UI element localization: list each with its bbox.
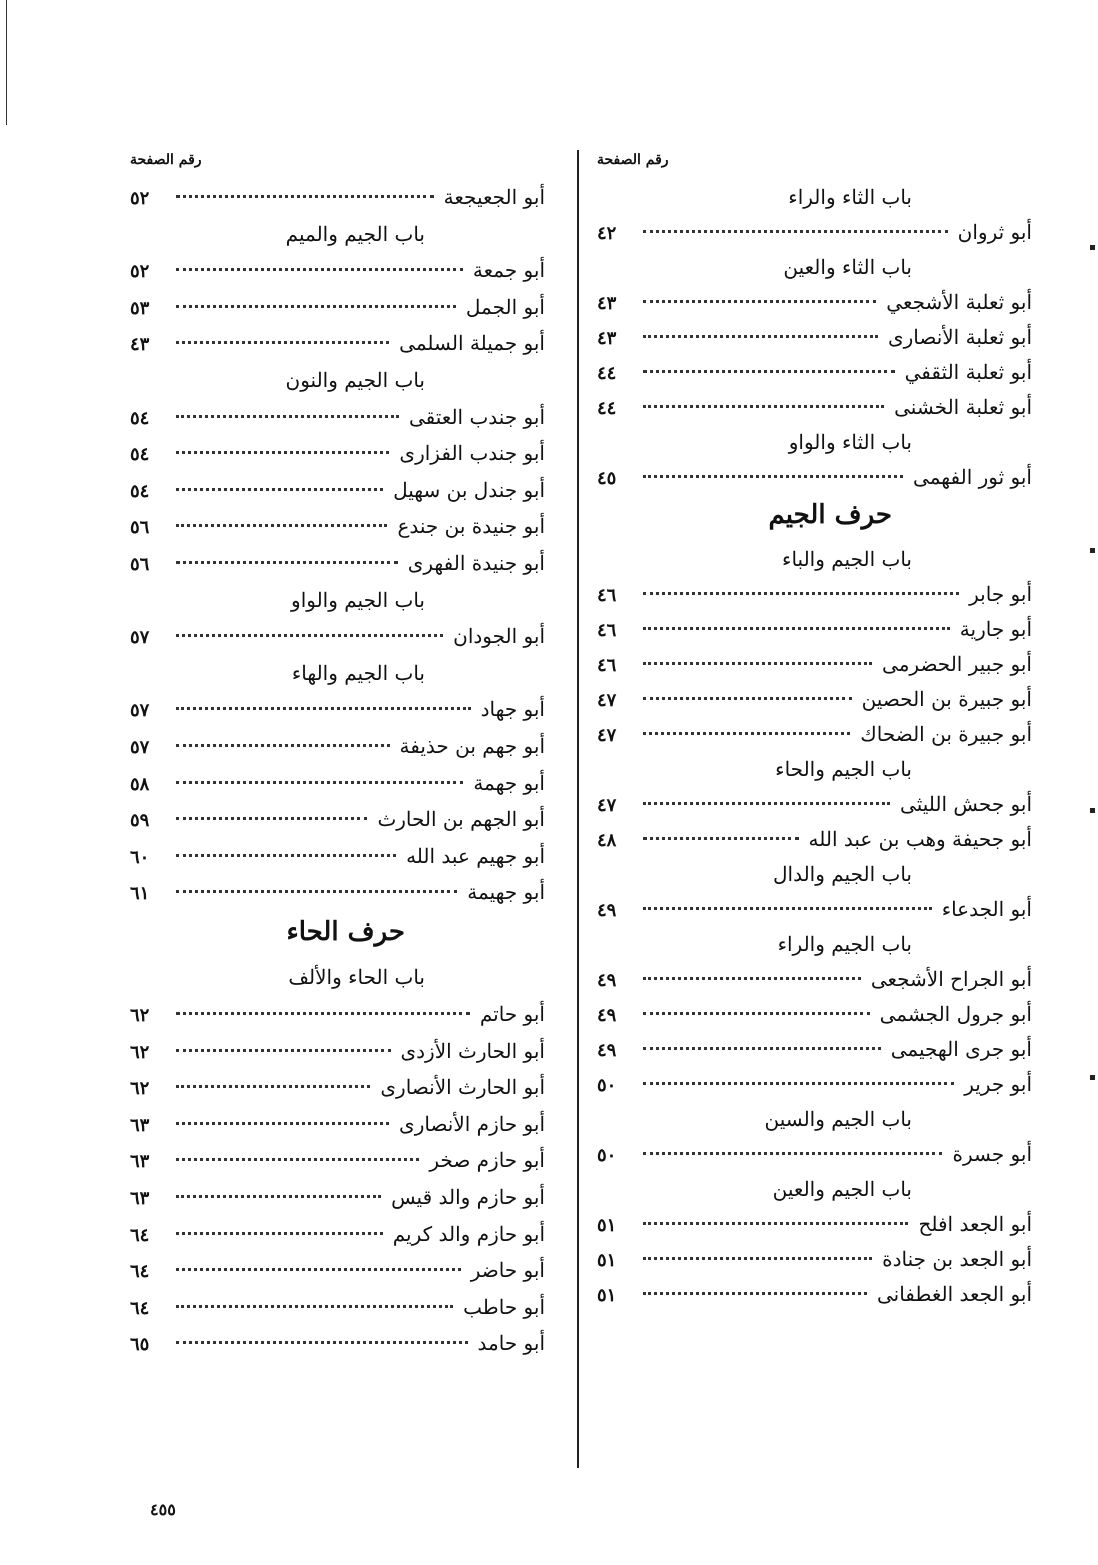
- entry-name: أبو ثور الفهمى: [913, 465, 1032, 489]
- section-heading: باب الجيم والسين: [764, 1107, 912, 1131]
- entry-page-number: ٤٤: [597, 398, 617, 419]
- dot-leader: [643, 1047, 881, 1050]
- entry-page-number: ٤٧: [597, 690, 617, 711]
- entry-name: أبو حامد: [477, 1331, 545, 1356]
- index-entry: [130, 440, 545, 477]
- dot-leader: [176, 1122, 389, 1125]
- index-list-left: [130, 184, 545, 1367]
- index-entry: [130, 404, 545, 441]
- entry-page-number: ٤٦: [597, 585, 617, 606]
- dot-leader: [643, 1152, 942, 1155]
- entry-name: أبو جرى الهجيمى: [890, 1037, 1032, 1061]
- entry-page-number: ٤٣: [597, 328, 617, 349]
- page-number-header: رقم الصفحة: [597, 152, 669, 168]
- index-entry: [130, 294, 545, 331]
- entry-name: أبو جهيمة: [467, 880, 545, 905]
- dot-leader: [176, 1341, 468, 1344]
- entry-name: أبو ثعلبة الثقفي: [904, 360, 1032, 384]
- entry-name: أبو ثعلبة الأنصارى: [887, 325, 1032, 349]
- index-entry: [597, 686, 1032, 721]
- page-number-header: رقم الصفحة: [130, 152, 202, 168]
- entry-page-number: ٥٢: [130, 261, 150, 283]
- index-entry: [130, 1038, 545, 1075]
- entry-name: أبو جارية: [959, 617, 1032, 641]
- index-entry: [597, 791, 1032, 826]
- entry-page-number: ٤٧: [597, 725, 617, 746]
- index-entry: [130, 1330, 545, 1367]
- entry-name: أبو الجعد بن جنادة: [882, 1247, 1032, 1271]
- dot-leader: [643, 405, 884, 408]
- entry-page-number: ٥٧: [130, 736, 150, 758]
- entry-page-number: ٦٣: [130, 1188, 150, 1210]
- index-entry: [597, 1246, 1032, 1281]
- entry-name: أبو الحارث الأزدى: [400, 1038, 545, 1063]
- entry-name: أبو حازم الأنصارى: [399, 1111, 545, 1136]
- index-entry: [597, 394, 1032, 429]
- index-entry: [130, 1294, 545, 1331]
- dot-leader: [176, 524, 387, 527]
- entry-name: أبو جهمة: [473, 770, 545, 795]
- dot-leader: [643, 230, 948, 233]
- section-heading: باب الجيم والنون: [285, 367, 425, 392]
- entry-page-number: ٥٤: [130, 407, 150, 429]
- index-entry: [597, 1036, 1032, 1071]
- entry-name: أبو حازم صخر: [429, 1148, 545, 1173]
- entry-name: أبو جبير الحضرمى: [882, 652, 1032, 676]
- entry-name: أبو حاتم: [479, 1002, 545, 1027]
- index-entry: [130, 1074, 545, 1111]
- entry-page-number: ٥٢: [130, 188, 150, 209]
- dot-leader: [643, 1012, 870, 1015]
- margin-mark: [1090, 245, 1095, 250]
- dot-leader: [643, 1222, 908, 1225]
- entry-name: أبو حاطب: [463, 1294, 545, 1319]
- entry-name: أبو حازم والد كريم: [392, 1221, 545, 1246]
- dot-leader: [643, 370, 895, 373]
- dot-leader: [176, 707, 471, 710]
- index-entry: [597, 1001, 1032, 1036]
- section-heading: باب الجيم والعين: [772, 1177, 912, 1201]
- dot-leader: [643, 1257, 872, 1260]
- entry-page-number: ٥٠: [597, 1145, 617, 1166]
- dot-leader: [176, 1268, 461, 1271]
- index-entry: [130, 477, 545, 514]
- entry-page-number: ٥٦: [130, 553, 150, 575]
- entry-page-number: ٦٤: [130, 1224, 150, 1246]
- index-entry: [130, 1111, 545, 1148]
- column-divider: [577, 150, 579, 1468]
- section-heading: باب الجيم والواو: [291, 587, 425, 612]
- entry-page-number: ٦٥: [130, 1334, 150, 1356]
- section-heading: باب الجيم والحاء: [775, 757, 912, 781]
- entry-page-number: ٤٤: [597, 363, 617, 384]
- entry-page-number: ٤٨: [597, 830, 617, 851]
- dot-leader: [643, 697, 852, 700]
- entry-page-number: ٥١: [597, 1215, 617, 1236]
- index-entry: [597, 896, 1032, 931]
- index-entry: [130, 1001, 545, 1038]
- index-entry: [130, 696, 545, 733]
- section-heading: باب الجيم والميم: [285, 221, 425, 246]
- dot-leader: [176, 1232, 383, 1235]
- page-number: ٤٥٥: [150, 1500, 176, 1519]
- index-entry: [597, 1281, 1032, 1316]
- letter-heading: حرف الحاء: [286, 916, 405, 947]
- entry-name: أبو الجعد افلح: [918, 1212, 1032, 1236]
- dot-leader: [176, 817, 367, 820]
- entry-name: أبو الحارث الأنصارى: [380, 1075, 545, 1100]
- index-entry: [130, 257, 545, 294]
- index-column-left: [130, 150, 545, 1470]
- entry-page-number: ٥٠: [597, 1075, 617, 1096]
- dot-leader: [176, 268, 463, 271]
- entry-name: أبو جندل بن سهيل: [393, 477, 545, 502]
- entry-name: أبو جنيدة الفهرى: [407, 550, 545, 575]
- dot-leader: [176, 744, 390, 747]
- entry-name: أبو جهاد: [480, 697, 545, 722]
- dot-leader: [176, 634, 443, 637]
- entry-name: أبو جبيرة بن الحصين: [861, 687, 1032, 711]
- entry-page-number: ٤٧: [597, 795, 617, 816]
- entry-name: أبو الجعيجعة: [443, 185, 545, 209]
- entry-page-number: ٤٣: [130, 334, 150, 356]
- entry-page-number: ٤٩: [597, 1040, 617, 1061]
- entry-page-number: ٤٢: [597, 223, 617, 244]
- entry-page-number: ٦١: [130, 883, 150, 905]
- index-entry: [597, 966, 1032, 1001]
- entry-name: أبو الجدعاء: [941, 897, 1032, 921]
- entry-name: أبو جميلة السلمى: [399, 331, 545, 356]
- entry-name: أبو ثروان: [957, 220, 1032, 244]
- section-heading: باب الثاء والراء: [788, 185, 912, 209]
- section-heading: باب الجيم والدال: [772, 862, 912, 886]
- entry-page-number: ٤٦: [597, 620, 617, 641]
- index-entry: [597, 1071, 1032, 1106]
- dot-leader: [176, 1085, 370, 1088]
- margin-mark: [1090, 548, 1095, 553]
- entry-page-number: ٥٤: [130, 480, 150, 502]
- dot-leader: [176, 561, 398, 564]
- entry-page-number: ٦٣: [130, 1114, 150, 1136]
- entry-page-number: ٥١: [597, 1285, 617, 1306]
- dot-leader: [176, 1305, 453, 1308]
- index-entry: [130, 806, 545, 843]
- index-entry: [130, 1221, 545, 1258]
- index-entry: [597, 289, 1032, 324]
- entry-name: أبو جحش الليثى: [900, 792, 1032, 816]
- dot-leader: [643, 1292, 867, 1295]
- index-entry: [130, 733, 545, 770]
- entry-name: أبو الجمل: [465, 294, 545, 319]
- index-entry: [130, 184, 545, 221]
- index-entry: [130, 1147, 545, 1184]
- entry-page-number: ٥٧: [130, 700, 150, 722]
- dot-leader: [176, 890, 457, 893]
- entry-page-number: ٥٦: [130, 517, 150, 539]
- entry-page-number: ٦٢: [130, 1005, 150, 1027]
- section-heading: باب الجيم والهاء: [291, 660, 425, 685]
- entry-name: أبو الجهم بن الحارث: [377, 807, 545, 832]
- dot-leader: [643, 300, 876, 303]
- entry-page-number: ٦٣: [130, 1151, 150, 1173]
- entry-page-number: ٥١: [597, 1250, 617, 1271]
- dot-leader: [176, 488, 383, 491]
- index-column-right: [597, 150, 1032, 1470]
- index-entry: [597, 359, 1032, 394]
- entry-page-number: ٤٣: [597, 293, 617, 314]
- index-entry: [130, 843, 545, 880]
- dot-leader: [643, 592, 959, 595]
- entry-page-number: ٤٩: [597, 900, 617, 921]
- index-entry: [130, 550, 545, 587]
- index-entry: [130, 770, 545, 807]
- entry-name: أبو جهيم عبد الله: [406, 843, 545, 868]
- entry-page-number: ٦٤: [130, 1261, 150, 1283]
- margin-mark: [1090, 1075, 1095, 1080]
- entry-name: أبو جنيدة بن جندع: [397, 514, 545, 539]
- section-heading: باب الثاء والعين: [783, 255, 912, 279]
- entry-name: أبو جندب الفزارى: [399, 441, 545, 466]
- dot-leader: [176, 415, 399, 418]
- dot-leader: [643, 475, 903, 478]
- dot-leader: [176, 451, 389, 454]
- entry-name: أبو جبيرة بن الضحاك: [860, 722, 1032, 746]
- section-heading: باب الثاء والواو: [788, 430, 912, 454]
- dot-leader: [176, 195, 434, 198]
- entry-name: أبو الجعد الغطفانى: [876, 1282, 1032, 1306]
- section-heading: باب الجيم والراء: [777, 932, 912, 956]
- index-entry: [597, 324, 1032, 359]
- entry-page-number: ٤٦: [597, 655, 617, 676]
- entry-page-number: ٥٣: [130, 297, 150, 319]
- entry-name: أبو الجودان: [453, 624, 545, 649]
- section-heading: باب الجيم والباء: [782, 547, 912, 571]
- entry-name: أبو حازم والد قيس: [391, 1185, 545, 1210]
- entry-page-number: ٦٤: [130, 1297, 150, 1319]
- dot-leader: [643, 732, 850, 735]
- index-entry: [130, 879, 545, 916]
- letter-heading: حرف الجيم: [768, 500, 892, 530]
- dot-leader: [176, 1195, 381, 1198]
- index-entry: [597, 219, 1032, 254]
- dot-leader: [176, 1012, 470, 1015]
- dot-leader: [643, 907, 932, 910]
- dot-leader: [643, 627, 950, 630]
- entry-name: أبو ثعلبة الأشجعي: [886, 290, 1032, 314]
- entry-name: أبو جسرة: [952, 1142, 1032, 1166]
- entry-name: أبو ثعلبة الخشنى: [894, 395, 1032, 419]
- index-entry: [597, 1211, 1032, 1246]
- entry-name: أبو جرول الجشمى: [879, 1002, 1032, 1026]
- margin-mark: [1090, 808, 1095, 813]
- entry-page-number: ٤٥: [597, 468, 617, 489]
- dot-leader: [643, 1082, 954, 1085]
- dot-leader: [176, 305, 456, 308]
- entry-name: أبو جابر: [969, 582, 1032, 606]
- dot-leader: [176, 781, 463, 784]
- index-entry: [597, 1141, 1032, 1176]
- index-entry: [130, 330, 545, 367]
- index-entry: [130, 1257, 545, 1294]
- entry-name: أبو جندب العتقى: [408, 404, 545, 429]
- entry-page-number: ٥٩: [130, 810, 150, 832]
- entry-name: أبو جمعة: [472, 258, 545, 283]
- dot-leader: [643, 837, 799, 840]
- index-entry: [597, 616, 1032, 651]
- dot-leader: [643, 662, 872, 665]
- index-entry: [597, 581, 1032, 616]
- index-entry: [130, 513, 545, 550]
- entry-page-number: ٥٨: [130, 773, 150, 795]
- entry-page-number: ٦٢: [130, 1078, 150, 1100]
- index-entry: [597, 464, 1032, 499]
- entry-name: أبو جرير: [964, 1072, 1032, 1096]
- dot-leader: [176, 341, 389, 344]
- index-entry: [130, 1184, 545, 1221]
- index-entry: [130, 623, 545, 660]
- dot-leader: [643, 802, 890, 805]
- entry-page-number: ٤٩: [597, 1005, 617, 1026]
- entry-page-number: ٥٤: [130, 444, 150, 466]
- entry-name: أبو حاضر: [470, 1258, 545, 1283]
- dot-leader: [176, 854, 396, 857]
- dot-leader: [643, 977, 861, 980]
- entry-page-number: ٦٠: [130, 846, 150, 868]
- entry-name: أبو جهم بن حذيفة: [399, 733, 545, 758]
- index-entry: [597, 826, 1032, 861]
- scan-edge-line: [6, 0, 7, 125]
- index-list-right: [597, 184, 1032, 1316]
- entry-page-number: ٦٢: [130, 1041, 150, 1063]
- index-entry: [597, 651, 1032, 686]
- entry-page-number: ٥٧: [130, 627, 150, 649]
- dot-leader: [176, 1158, 419, 1161]
- index-entry: [597, 721, 1032, 756]
- entry-page-number: ٤٩: [597, 970, 617, 991]
- entry-name: أبو الجراح الأشجعى: [870, 967, 1032, 991]
- section-heading: باب الحاء والألف: [288, 965, 425, 990]
- dot-leader: [643, 335, 878, 338]
- entry-name: أبو جحيفة وهب بن عبد الله: [808, 827, 1032, 851]
- dot-leader: [176, 1049, 391, 1052]
